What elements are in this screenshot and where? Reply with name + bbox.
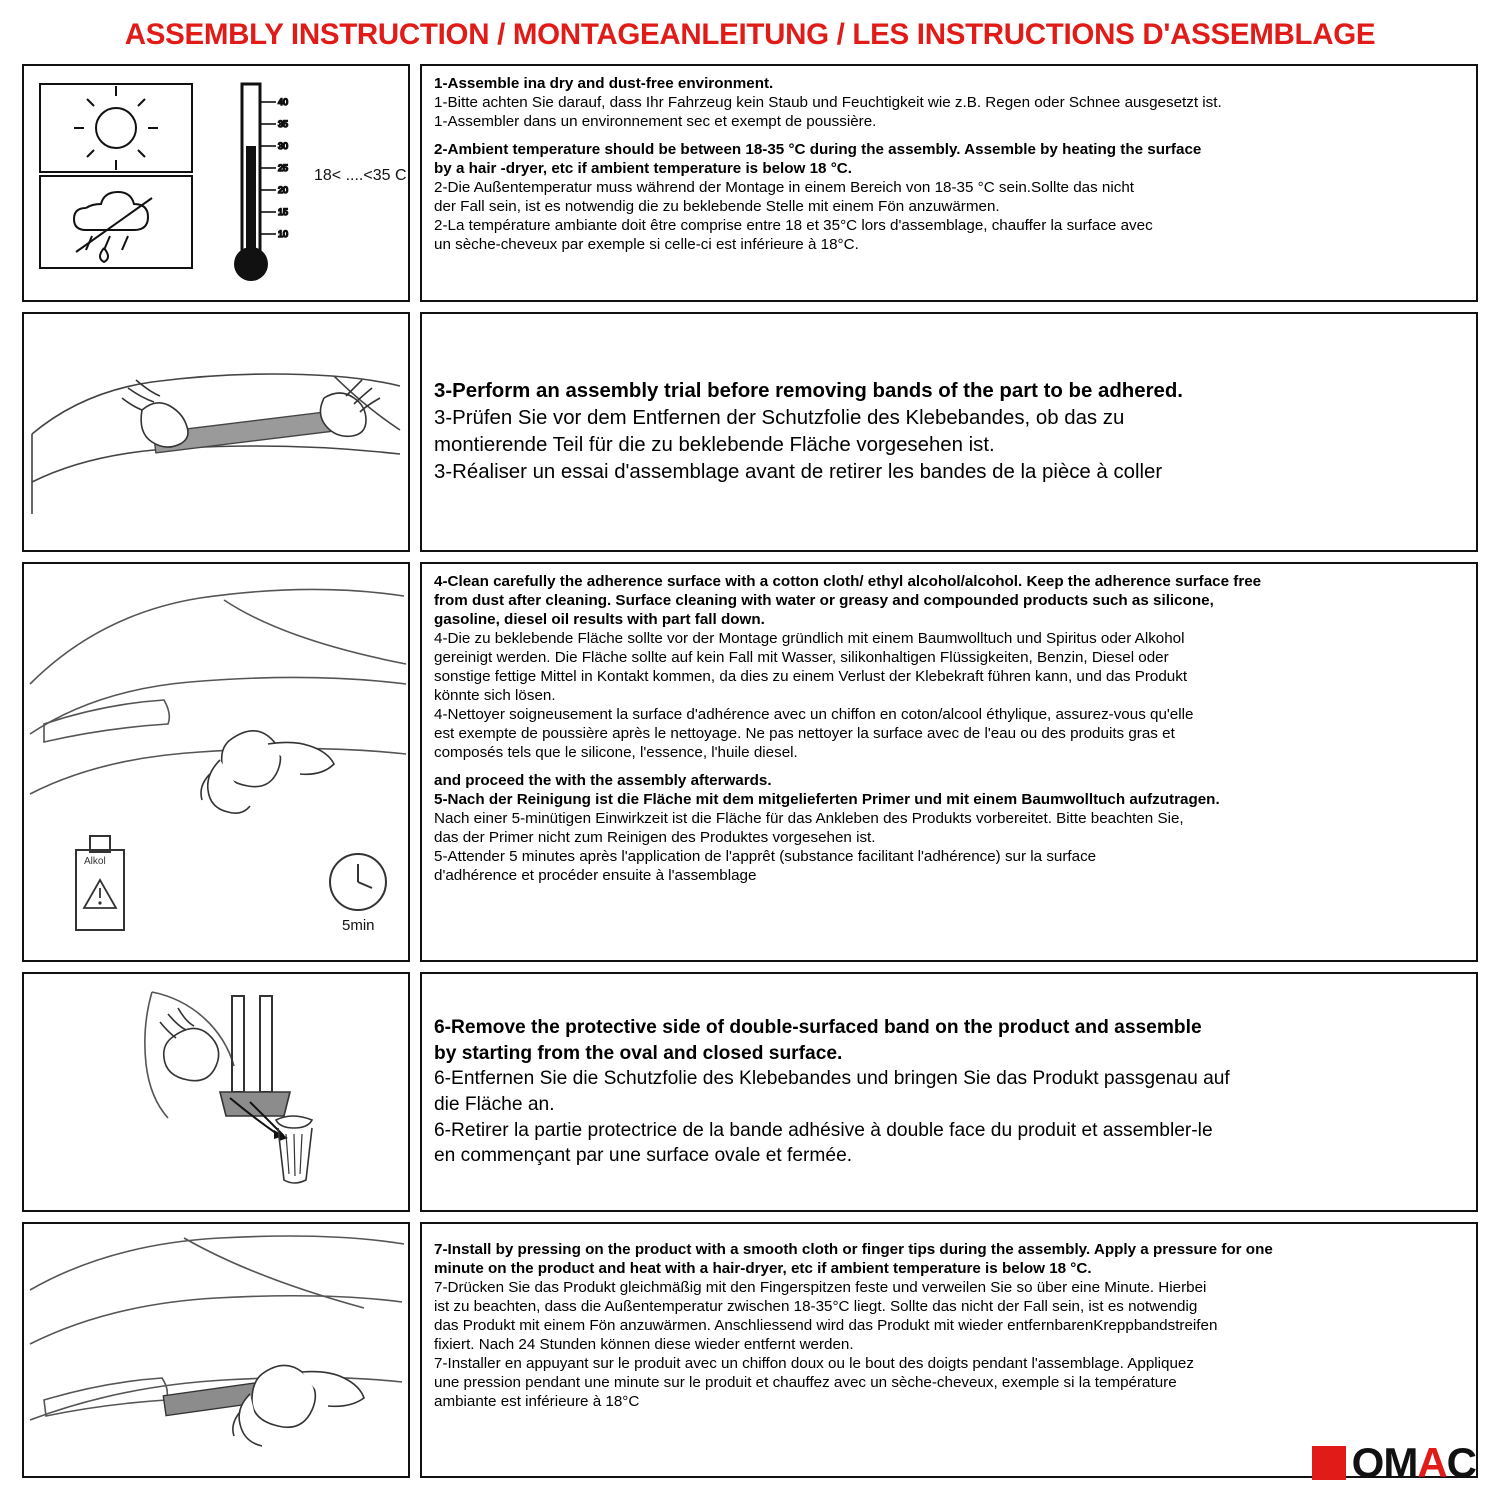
step-row-1 bbox=[22, 64, 1478, 302]
step-line: 5-Nach der Reinigung ist die Fläche mit dem mitgelieferten Primer und mit einem Baumwolltuch aufzutragen. bbox=[434, 791, 1220, 808]
step-3-text bbox=[420, 312, 1478, 552]
step-7-text bbox=[420, 1222, 1478, 1478]
step-line: 4-Nettoyer soigneusement la surface d'adhérence avec un chiffon en coton/alcool éthylique, assurez-vous qu'elle bbox=[434, 706, 1194, 723]
step-line: 1-Assembler dans un environnement sec et exempt de poussière. bbox=[434, 113, 877, 130]
step-line: 4-Clean carefully the adherence surface with a cotton cloth/ ethyl alcohol/alcohol. Keep the adherence surface free bbox=[434, 573, 1262, 590]
step-line: fixiert. Nach 24 Stunden können diese wieder entfernt werden. bbox=[434, 1336, 854, 1353]
bottle-label: Alkol bbox=[84, 856, 106, 867]
step-line: 2-La température ambiante doit être comprise entre 18 et 35°C lors d'assemblage, chauffer la surface avec bbox=[434, 217, 1153, 234]
step-line: 3-Prüfen Sie vor dem Entfernen der Schutzfolie des Klebebandes, ob das zu bbox=[434, 407, 1125, 430]
svg-text:15: 15 bbox=[278, 207, 289, 217]
step-line: 6-Entfernen Sie die Schutzfolie des Klebebandes und bringen Sie das Produkt passgenau auf bbox=[434, 1068, 1230, 1090]
step-line: 5-Attender 5 minutes après l'application de l'apprêt (substance facilitant l'adhérence) sur la surface bbox=[434, 848, 1097, 865]
step-line: composés tels que le silicone, l'essence, l'huile diesel. bbox=[434, 744, 798, 761]
step-4-5-text bbox=[420, 562, 1478, 962]
step-line: en commençant par une surface ovale et fermée. bbox=[434, 1145, 853, 1167]
step-line: gasoline, diesel oil results with part fall down. bbox=[434, 611, 765, 628]
step-row-2 bbox=[22, 312, 1478, 552]
svg-text:20: 20 bbox=[278, 185, 289, 195]
step-line: 3-Perform an assembly trial before removing bands of the part to be adhered. bbox=[434, 380, 1183, 403]
svg-text:25: 25 bbox=[278, 163, 289, 173]
logo-letter-a: A bbox=[1417, 1439, 1447, 1486]
step-line: 7-Drücken Sie das Produkt gleichmäßig mit den Fingerspitzen feste und verweilen Sie so über eine Minute. Hierbei bbox=[434, 1279, 1207, 1296]
logo-red-square bbox=[1312, 1446, 1346, 1480]
timer-label: 5min bbox=[342, 917, 375, 934]
step-line: 2-Ambient temperature should be between 18-35 °C during the assembly. Assemble by heating the surface bbox=[434, 141, 1202, 158]
logo-wordmark bbox=[1351, 1439, 1476, 1486]
trial-fit-door-sill-icon bbox=[24, 314, 408, 550]
step-line: das Produkt mit einem Fön anzuwärmen. Anschliessend wird das Produkt mit wieder entfernbarenKreppbandstreifen bbox=[434, 1317, 1218, 1334]
step-line: un sèche-cheveux par exemple si celle-ci est inférieure à 18°C. bbox=[434, 236, 859, 253]
step-line: 6-Retirer la partie protectrice de la bande adhésive à double face du produit et assembler-le bbox=[434, 1119, 1213, 1141]
cleaning-surface-alcohol-timer-icon bbox=[24, 564, 408, 960]
step-line: könnte sich lösen. bbox=[434, 687, 556, 704]
svg-text:30: 30 bbox=[278, 141, 289, 151]
step-row-4 bbox=[22, 972, 1478, 1212]
step-6-text bbox=[420, 972, 1478, 1212]
step-line: der Fall sein, ist es notwendig die zu beklebende Stelle mit einem Fön anzuwärmen. bbox=[434, 198, 1000, 215]
step-1-text bbox=[420, 64, 1478, 302]
step-line: 4-Die zu beklebende Fläche sollte vor der Montage gründlich mit einem Baumwolltuch und Spiritus oder Alkohol bbox=[434, 630, 1185, 647]
steps-container bbox=[22, 64, 1478, 1478]
svg-text:10: 10 bbox=[278, 229, 289, 239]
step-line: Nach einer 5-minütigen Einwirkzeit ist die Fläche für das Ankleben des Produkts vorbereitet. Bitte beachten Sie, bbox=[434, 810, 1184, 827]
step-line: 1-Bitte achten Sie darauf, dass Ihr Fahrzeug kein Staub und Feuchtigkeit wie z.B. Regen oder Schnee ausgesetzt ist. bbox=[434, 94, 1222, 111]
logo-letter-m: M bbox=[1383, 1439, 1418, 1486]
step-line: 7-Installer en appuyant sur le produit avec un chiffon doux ou le bout des doigts pendant l'assemblage. Appliquez bbox=[434, 1355, 1194, 1372]
step-line: ist zu beachten, dass die Außentemperatur zwischen 18-35°C liegt. Sollte das nicht der Fall sein, ist es notwendig bbox=[434, 1298, 1198, 1315]
sun-no-rain-thermometer-icon bbox=[24, 66, 408, 300]
step-line: die Fläche an. bbox=[434, 1094, 555, 1115]
step-line: from dust after cleaning. Surface cleaning with water or greasy and compounded products such as silicone, bbox=[434, 592, 1214, 609]
step-1-illustration bbox=[22, 64, 410, 302]
logo-letter-o: O bbox=[1351, 1439, 1384, 1486]
step-line: minute on the product and heat with a hair-dryer, etc if ambient temperature is below 18 °C. bbox=[434, 1260, 1092, 1277]
step-line: une pression pendant une minute sur le produit et chauffez avec un sèche-cheveux, exemple si la température bbox=[434, 1374, 1177, 1391]
press-product-with-cloth-icon bbox=[24, 1224, 408, 1476]
step-3-illustration bbox=[22, 312, 410, 552]
step-line: das der Primer nicht zum Reinigen des Produktes vorgesehen ist. bbox=[434, 829, 876, 846]
step-line: 7-Install by pressing on the product with a smooth cloth or finger tips during the assembly. Apply a pressure for one bbox=[434, 1241, 1273, 1258]
step-line: gereinigt werden. Die Fläche sollte auf kein Fall mit Wasser, silikonhaltigen Flüssigkeiten, Benzin, Diesel oder bbox=[434, 649, 1169, 666]
logo-letter-c: C bbox=[1446, 1439, 1476, 1486]
step-line: by starting from the oval and closed surface. bbox=[434, 1042, 843, 1064]
remove-protective-film-trash-icon bbox=[24, 974, 408, 1210]
step-line: montierende Teil für die zu beklebende Fläche vorgesehen ist. bbox=[434, 434, 995, 456]
step-line: 6-Remove the protective side of double-surfaced band on the product and assemble bbox=[434, 1017, 1202, 1039]
step-line: and proceed the with the assembly afterwards. bbox=[434, 772, 772, 789]
step-line: 3-Réaliser un essai d'assemblage avant de retirer les bandes de la pièce à coller bbox=[434, 460, 1163, 483]
omac-logo bbox=[1312, 1439, 1476, 1486]
temperature-range-label: 18< ....<35 C bbox=[314, 167, 407, 184]
step-row-3 bbox=[22, 562, 1478, 962]
step-line: ambiante est inférieure à 18°C bbox=[434, 1393, 640, 1410]
step-6-illustration bbox=[22, 972, 410, 1212]
svg-text:40: 40 bbox=[278, 97, 289, 107]
step-4-illustration bbox=[22, 562, 410, 962]
step-line: d'adhérence et procéder ensuite à l'assemblage bbox=[434, 867, 757, 884]
step-row-5 bbox=[22, 1222, 1478, 1478]
svg-text:35: 35 bbox=[278, 119, 289, 129]
step-line: by a hair -dryer, etc if ambient temperature is below 18 °C. bbox=[434, 160, 852, 177]
step-line: sonstige fettige Mittel in Kontakt kommen, da dies zu einem Verlust der Klebekraft führen kann, und das Produkt bbox=[434, 668, 1188, 685]
step-line: 1-Assemble ina dry and dust-free environment. bbox=[434, 75, 774, 92]
step-line: 2-Die Außentemperatur muss während der Montage in einem Bereich von 18-35 °C sein.Sollte das nicht bbox=[434, 179, 1135, 196]
page-title: ASSEMBLY INSTRUCTION / MONTAGEANLEITUNG / LES INSTRUCTIONS D'ASSEMBLAGE bbox=[124, 18, 1376, 51]
step-line: est exempte de poussière après le nettoyage. Ne pas nettoyer la surface avec de l'eau ou des produits gras et bbox=[434, 725, 1175, 742]
step-7-illustration bbox=[22, 1222, 410, 1478]
